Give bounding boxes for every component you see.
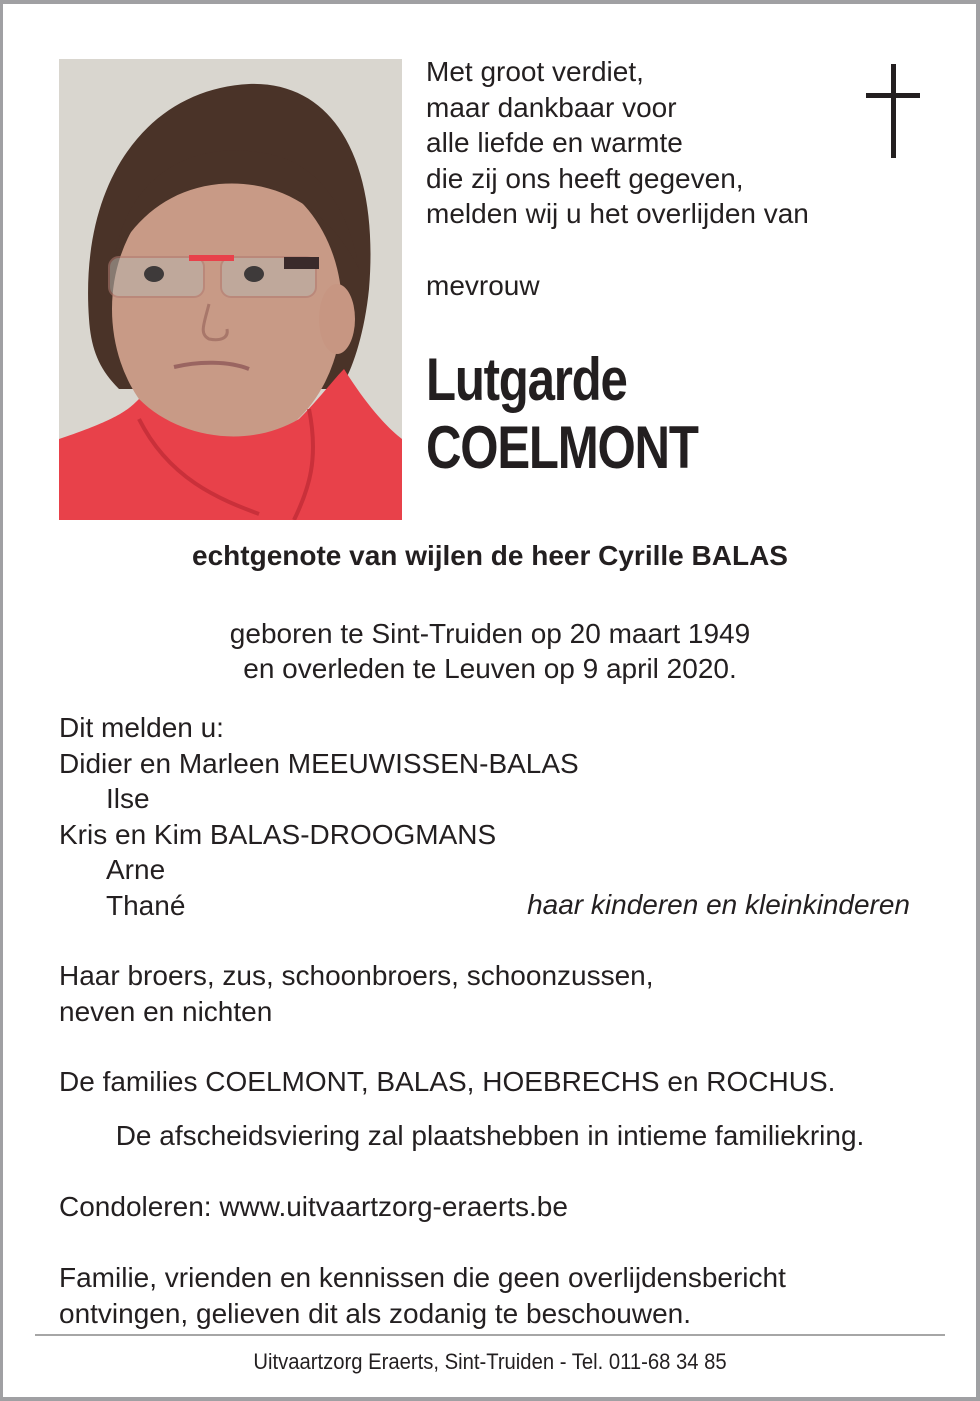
intro-line: maar dankbaar voor [426,91,677,123]
ceremony-line: De afscheidsviering zal plaatshebben in intieme familiekring. [115,1120,865,1151]
relation-label: haar kinderen en kleinkinderen [527,889,910,920]
announcers-heading: Dit melden u: [59,712,224,743]
footer-divider [35,1334,945,1336]
intro-line: Met groot verdiet, [426,56,644,87]
death-line: en overleden te Leuven op 9 april 2020. [243,653,737,684]
life-dates [0,616,980,686]
siblings-block [59,958,654,1029]
announcer-line: Didier en Marleen MEEUWISSEN-BALAS [59,747,579,779]
families-line: De families COELMONT, BALAS, HOEBRECHS en ROCHUS. [59,1066,836,1097]
spouse-line: echtgenote van wijlen de heer Cyrille BALAS [192,540,788,571]
intro-line: die zij ons heeft gegeven, [426,162,744,194]
deceased-name [426,346,698,482]
announcer-line: Kris en Kim BALAS-DROOGMANS [59,818,497,850]
notice-line: Familie, vrienden en kennissen die geen overlijdensbericht [59,1262,786,1293]
notice-block [59,1260,786,1331]
announcer-line: Thané [106,889,186,921]
last-name: COELMONT [426,414,698,481]
announcer-line: Arne [106,854,166,885]
siblings-line: neven en nichten [59,995,273,1027]
birth-line: geboren te Sint-Truiden op 20 maart 1949 [229,618,751,649]
first-name: Lutgarde [426,346,627,413]
announcer-line: Ilse [106,783,150,814]
cross-icon [866,64,920,158]
condolences-line: Condoleren: www.uitvaartzorg-eraerts.be [59,1191,568,1222]
salutation: mevrouw [426,270,540,301]
announcers-block [59,710,579,923]
notice-line: ontvingen, gelieven dit als zodanig te beschouwen. [59,1297,691,1329]
portrait-image [59,59,402,520]
intro-line: alle liefde en warmte [426,127,683,158]
intro-line: melden wij u het overlijden van [426,198,809,229]
siblings-line: Haar broers, zus, schoonbroers, schoonzussen, [59,960,654,991]
intro-text [426,54,809,232]
footer-text: Uitvaartzorg Eraerts, Sint-Truiden - Tel. 011-68 34 85 [253,1349,727,1374]
portrait-photo [59,59,402,520]
